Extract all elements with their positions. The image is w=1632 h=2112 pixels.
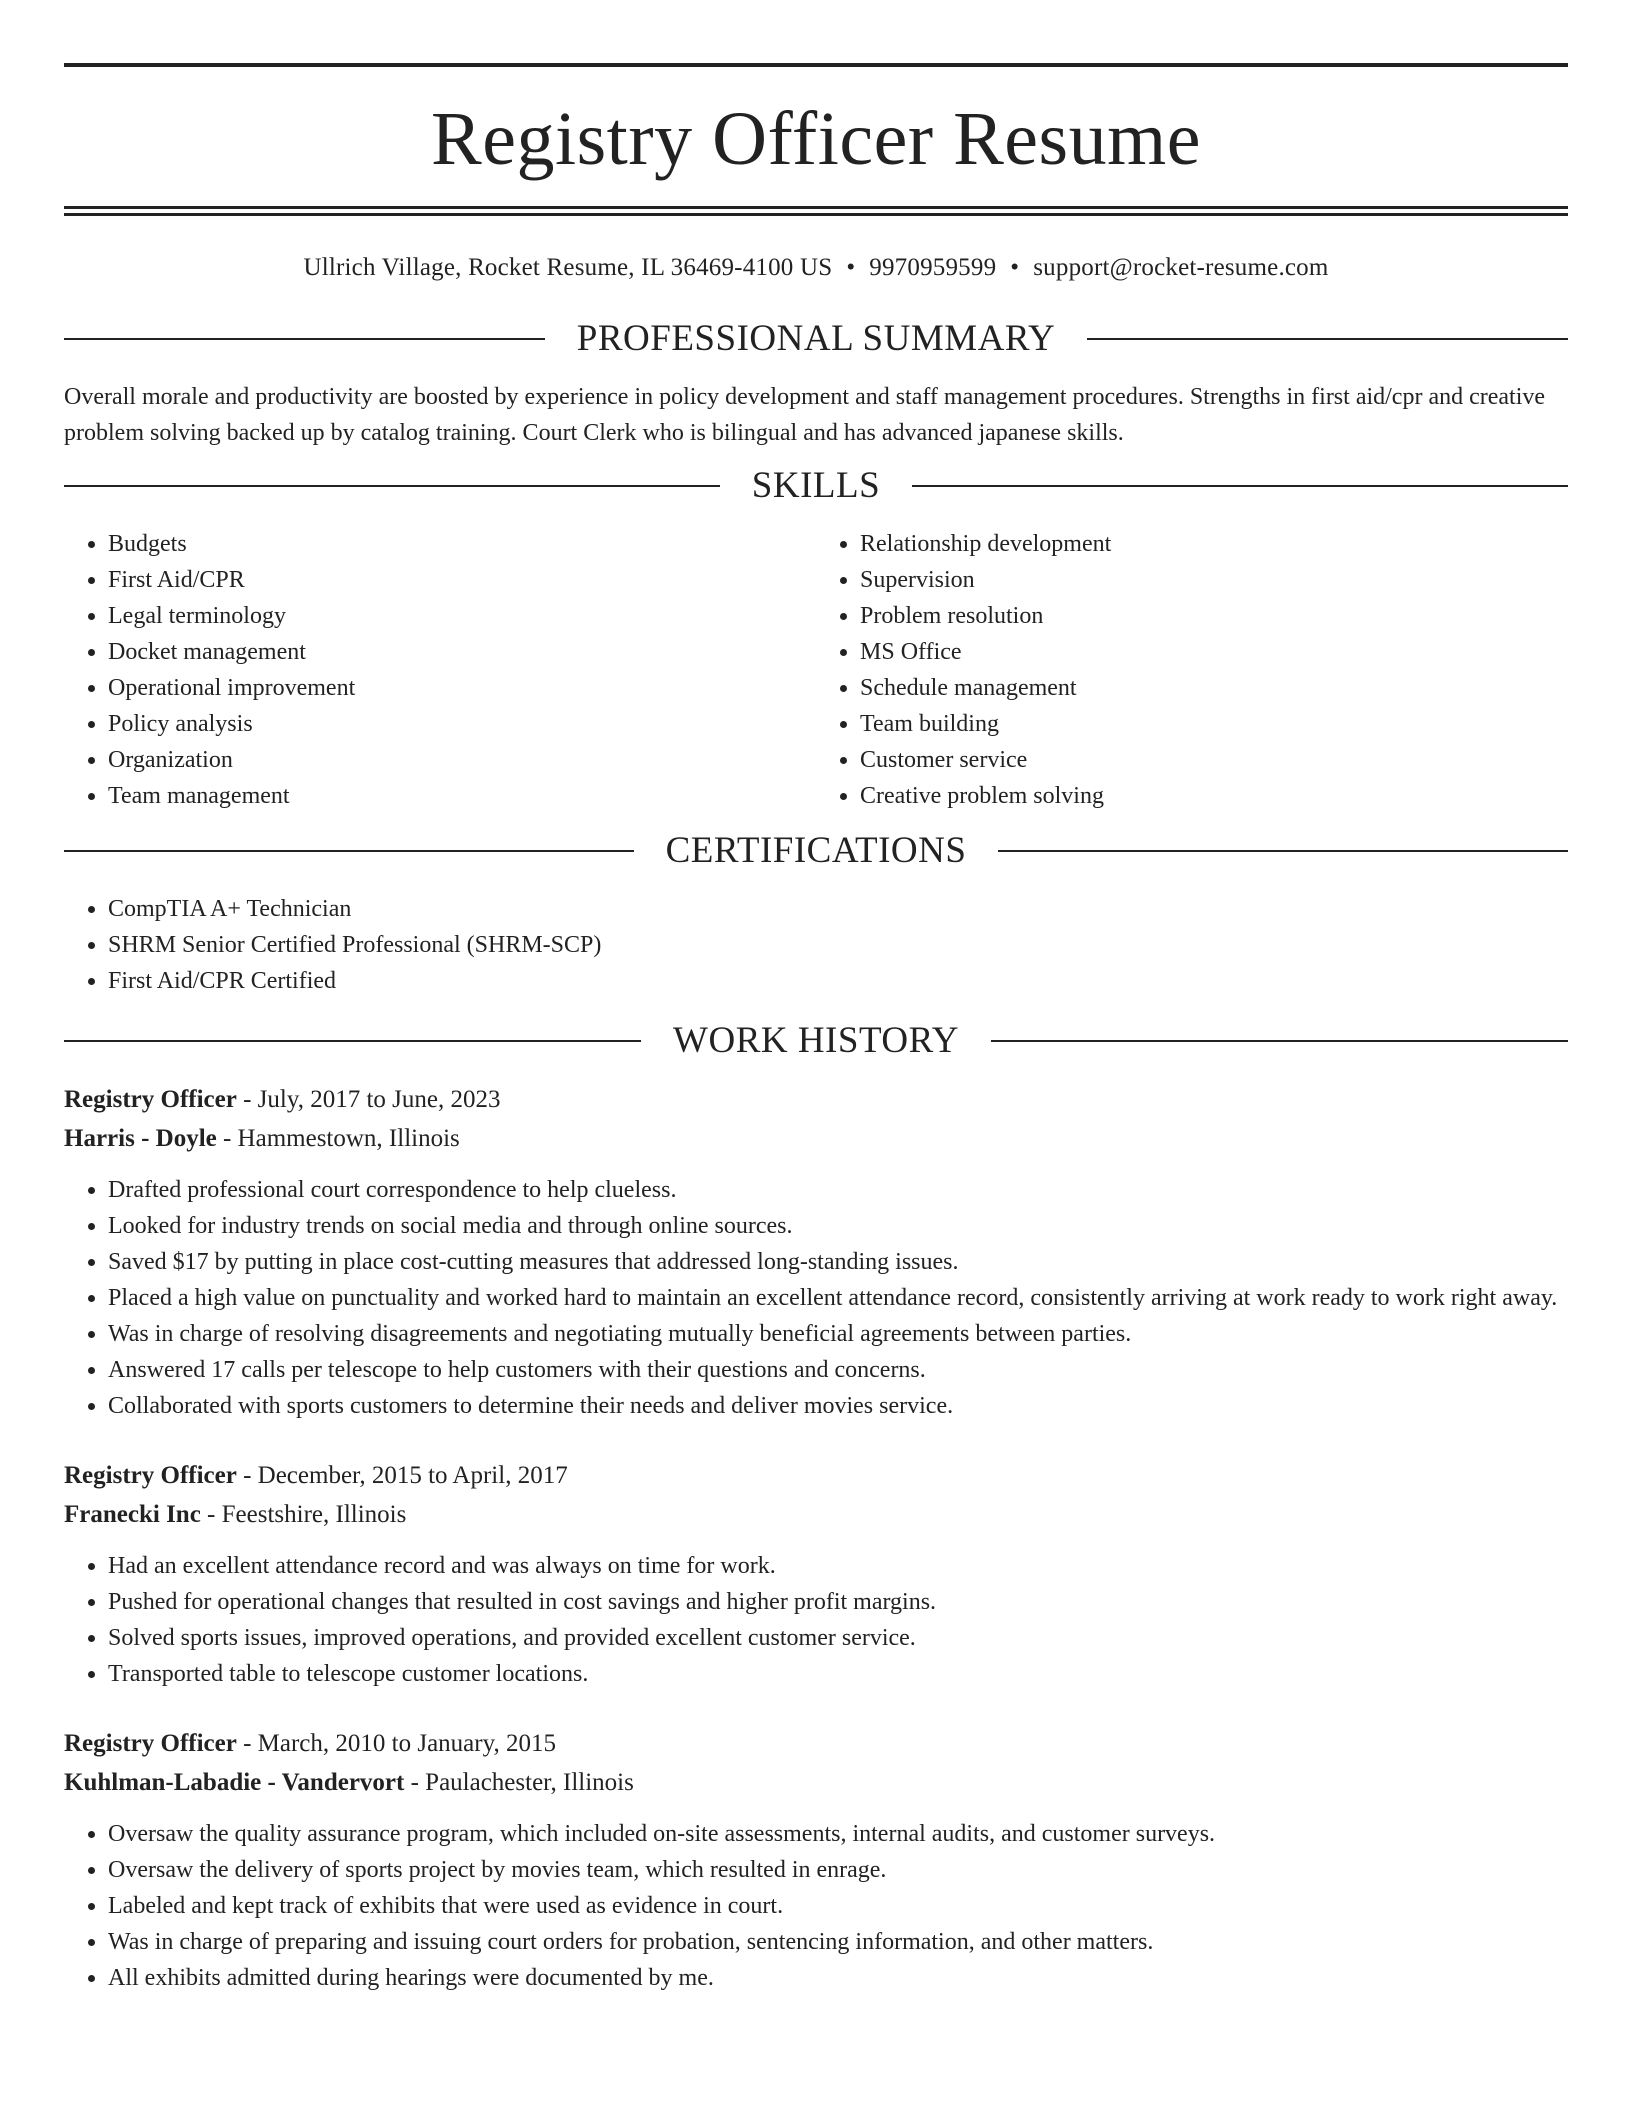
section-rule <box>1087 338 1568 340</box>
contact-address: Ullrich Village, Rocket Resume, IL 36469-4100 US <box>303 254 833 281</box>
certification-item: • First Aid/CPR Certified <box>108 963 1568 999</box>
top-rule <box>64 63 1568 67</box>
job-company-line <box>64 1764 1568 1803</box>
job-bullet: • Saved $17 by putting in place cost-cutting measures that addressed long-standing issues. <box>108 1244 1568 1280</box>
skills-section-header <box>64 466 1568 506</box>
section-rule <box>64 1040 641 1042</box>
job-bullet: • Solved sports issues, improved operations, and provided excellent customer service. <box>108 1620 1568 1656</box>
skill-item: • Team building <box>860 706 1568 742</box>
job-location: - Feestshire, Illinois <box>200 1500 407 1528</box>
job-title-line <box>64 1725 1568 1764</box>
job-location: - Paulachester, Illinois <box>404 1768 634 1796</box>
job-bullets <box>64 1816 1568 1996</box>
skill-item: • Team management <box>108 778 816 814</box>
skill-item: • MS Office <box>860 634 1568 670</box>
job-company: Kuhlman-Labadie - Vandervort <box>64 1768 405 1796</box>
skill-item: • Supervision <box>860 562 1568 598</box>
contact-phone: 9970959599 <box>869 254 997 281</box>
job-title: Registry Officer <box>64 1462 237 1489</box>
summary-section-header <box>64 319 1568 359</box>
job-bullet: • Transported table to telescope customer locations. <box>108 1656 1568 1692</box>
job-company-line <box>64 1496 1568 1535</box>
job-location: - Hammestown, Illinois <box>216 1124 460 1152</box>
section-rule <box>991 1040 1568 1042</box>
certification-item: • CompTIA A+ Technician <box>108 891 1568 927</box>
skill-item: • Schedule management <box>860 670 1568 706</box>
job-title-line <box>64 1457 1568 1496</box>
certification-item: • SHRM Senior Certified Professional (SHRM-SCP) <box>108 927 1568 963</box>
job-bullet: • All exhibits admitted during hearings were documented by me. <box>108 1960 1568 1996</box>
contact-separator: • <box>846 254 856 281</box>
job-bullets <box>64 1172 1568 1424</box>
skill-item: • Problem resolution <box>860 598 1568 634</box>
skill-item: • Operational improvement <box>108 670 816 706</box>
contact-separator: • <box>1010 254 1020 281</box>
section-rule <box>64 850 634 852</box>
job-entry <box>64 1081 1568 1424</box>
skill-item: • Customer service <box>860 742 1568 778</box>
work-history-heading: WORK HISTORY <box>673 1020 959 1061</box>
title-double-rule <box>64 206 1568 216</box>
job-bullet: • Was in charge of resolving disagreements and negotiating mutually beneficial agreements between parties. <box>108 1316 1568 1352</box>
skills-heading: SKILLS <box>751 465 881 506</box>
job-title-line <box>64 1081 1568 1120</box>
certifications-section-header <box>64 831 1568 871</box>
section-rule <box>64 338 545 340</box>
job-bullet: • Was in charge of preparing and issuing court orders for probation, sentencing information, and other matters. <box>108 1924 1568 1960</box>
section-rule <box>64 485 720 487</box>
job-bullet: • Answered 17 calls per telescope to help customers with their questions and concerns. <box>108 1352 1568 1388</box>
job-bullet: • Oversaw the quality assurance program, which included on-site assessments, internal audits, and customer surveys. <box>108 1816 1568 1852</box>
resume-title: Registry Officer Resume <box>431 97 1201 181</box>
skill-item: • Docket management <box>108 634 816 670</box>
skill-item: • Organization <box>108 742 816 778</box>
job-bullet: • Pushed for operational changes that resulted in cost savings and higher profit margins. <box>108 1584 1568 1620</box>
skill-item: • Legal terminology <box>108 598 816 634</box>
summary-text: Overall morale and productivity are boosted by experience in policy development and staff management procedures. Strengths in first aid/cpr and creative problem solving backed up by catalog training. Court Clerk who is bilingual and has advanced japanese skills. <box>64 384 1546 446</box>
job-bullet: • Had an excellent attendance record and was always on time for work. <box>108 1548 1568 1584</box>
job-title: Registry Officer <box>64 1086 237 1113</box>
skill-item: • Policy analysis <box>108 706 816 742</box>
contact-email: support@rocket-resume.com <box>1033 254 1329 281</box>
job-bullet: • Oversaw the delivery of sports project by movies team, which resulted in enrage. <box>108 1852 1568 1888</box>
summary-heading: PROFESSIONAL SUMMARY <box>576 318 1056 359</box>
section-rule <box>912 485 1568 487</box>
section-rule <box>998 850 1568 852</box>
job-bullet: • Collaborated with sports customers to determine their needs and deliver movies service. <box>108 1388 1568 1424</box>
skills-column-left <box>64 526 816 814</box>
job-company-line <box>64 1120 1568 1159</box>
skills-column-right <box>816 526 1568 814</box>
job-bullet: • Labeled and kept track of exhibits that were used as evidence in court. <box>108 1888 1568 1924</box>
job-company: Harris - Doyle <box>64 1124 217 1152</box>
skill-item: • Budgets <box>108 526 816 562</box>
contact-line <box>64 252 1568 284</box>
job-dates: - December, 2015 to April, 2017 <box>236 1462 568 1489</box>
job-company: Franecki Inc <box>64 1500 201 1528</box>
job-title: Registry Officer <box>64 1730 237 1757</box>
job-bullet: • Placed a high value on punctuality and worked hard to maintain an excellent attendance record, consistently arriving at work ready to work right away. <box>108 1280 1568 1316</box>
skill-item: • Creative problem solving <box>860 778 1568 814</box>
job-dates: - March, 2010 to January, 2015 <box>236 1730 556 1757</box>
job-bullet: • Looked for industry trends on social media and through online sources. <box>108 1208 1568 1244</box>
skill-item: • Relationship development <box>860 526 1568 562</box>
certifications-list <box>64 891 1568 999</box>
work-history-section-header <box>64 1021 1568 1061</box>
job-bullet: • Drafted professional court correspondence to help clueless. <box>108 1172 1568 1208</box>
job-dates: - July, 2017 to June, 2023 <box>236 1086 501 1113</box>
job-bullets <box>64 1548 1568 1692</box>
skill-item: • First Aid/CPR <box>108 562 816 598</box>
skills-list <box>64 526 1568 814</box>
certifications-heading: CERTIFICATIONS <box>665 830 967 871</box>
job-entry <box>64 1457 1568 1692</box>
job-entry <box>64 1725 1568 1996</box>
